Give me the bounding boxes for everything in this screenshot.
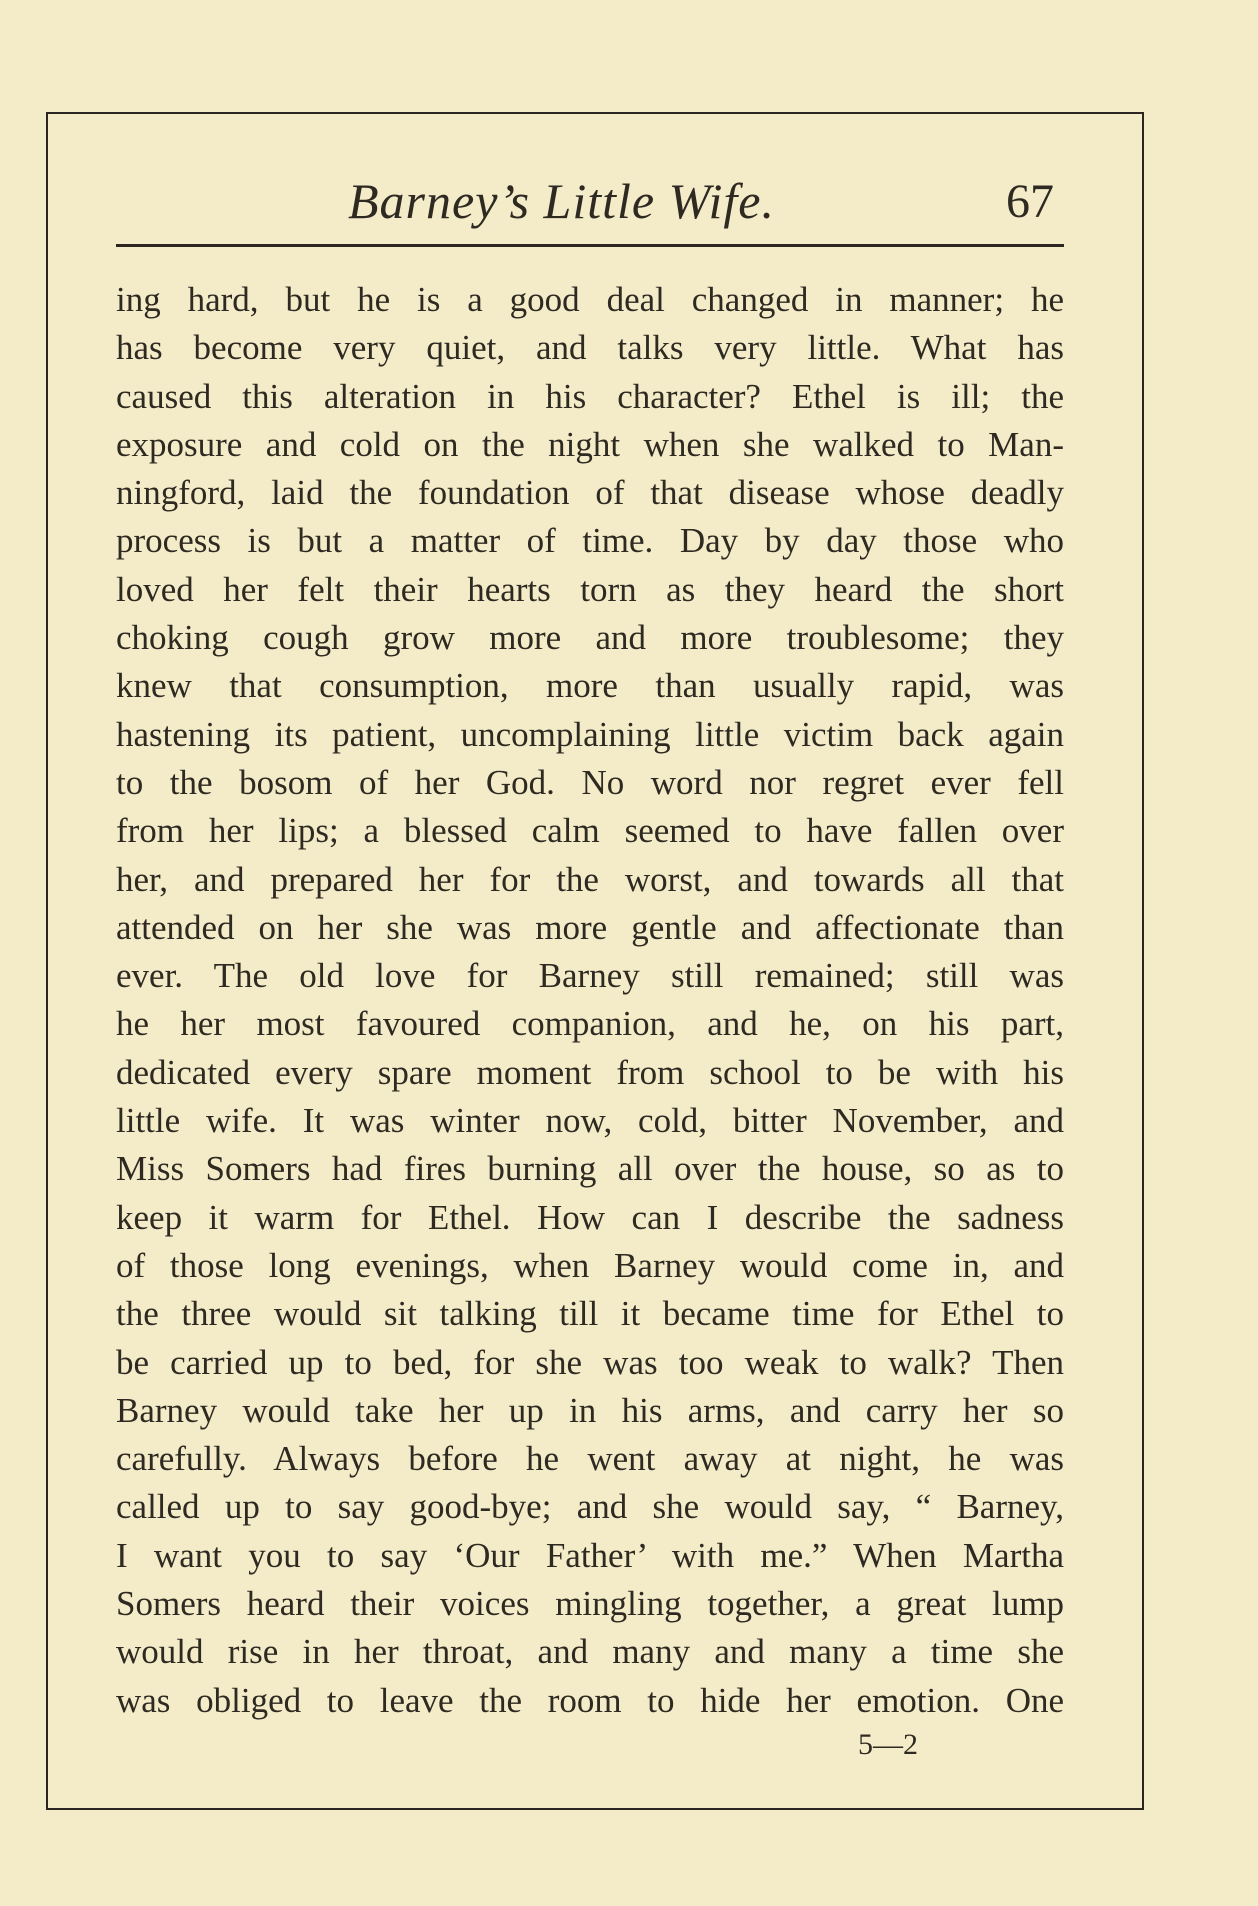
text-line: choking cough grow more and more troublesome; they [116,618,1064,658]
text-line: loved her felt their hearts torn as they heard the short [116,569,1064,609]
text-line: keep it warm for Ethel. How can I describe the sadness [116,1197,1064,1237]
body-text [116,276,1064,1725]
text-line: he her most favoured companion, and he, on his part, [116,1004,1064,1044]
text-line: process is but a matter of time. Day by day those who [116,521,1064,561]
text-line: Barney would take her up in his arms, and carry her so [116,1390,1064,1430]
text-line: her, and prepared her for the worst, and towards all that [116,859,1064,899]
text-line: of those long evenings, when Barney would come in, and [116,1245,1064,1285]
text-line: to the bosom of her God. No word nor regret ever fell [116,762,1064,802]
text-line: knew that consumption, more than usually rapid, was [116,666,1064,706]
text-line: has become very quiet, and talks very little. What has [116,328,1064,368]
text-line: I want you to say ‘Our Father’ with me.” When Martha [116,1535,1064,1575]
text-line: would rise in her throat, and many and many a time she [116,1632,1064,1672]
text-line: exposure and cold on the night when she walked to Man- [116,424,1064,464]
text-line: the three would sit talking till it became time for Ethel to [116,1294,1064,1334]
text-line: was obliged to leave the room to hide her emotion. One [116,1680,1064,1720]
text-line: hastening its patient, uncomplaining little victim back again [116,714,1064,754]
text-line: ever. The old love for Barney still remained; still was [116,956,1064,996]
signature-mark: 5—2 [858,1728,918,1761]
running-head [116,164,1064,234]
header-rule [116,244,1064,247]
text-line: called up to say good-bye; and she would say, “ Barney, [116,1487,1064,1527]
text-line: little wife. It was winter now, cold, bitter November, and [116,1101,1064,1141]
text-line: carefully. Always before he went away at night, he was [116,1439,1064,1479]
text-line: Miss Somers had fires burning all over the house, so as to [116,1149,1064,1189]
text-line: ing hard, but he is a good deal changed in manner; he [116,280,1064,319]
text-line: Somers heard their voices mingling together, a great lump [116,1584,1064,1624]
running-title: Barney’s Little Wife. [348,173,775,229]
text-line: attended on her she was more gentle and affectionate than [116,907,1064,947]
text-line: ningford, laid the foundation of that disease whose deadly [116,473,1064,513]
text-line: dedicated every spare moment from school to be with his [116,1052,1064,1092]
text-line: caused this alteration in his character? Ethel is ill; the [116,376,1064,416]
text-line: be carried up to bed, for she was too weak to walk? Then [116,1342,1064,1382]
text-line: from her lips; a blessed calm seemed to have fallen over [116,811,1064,851]
page-number: 67 [1006,175,1054,228]
